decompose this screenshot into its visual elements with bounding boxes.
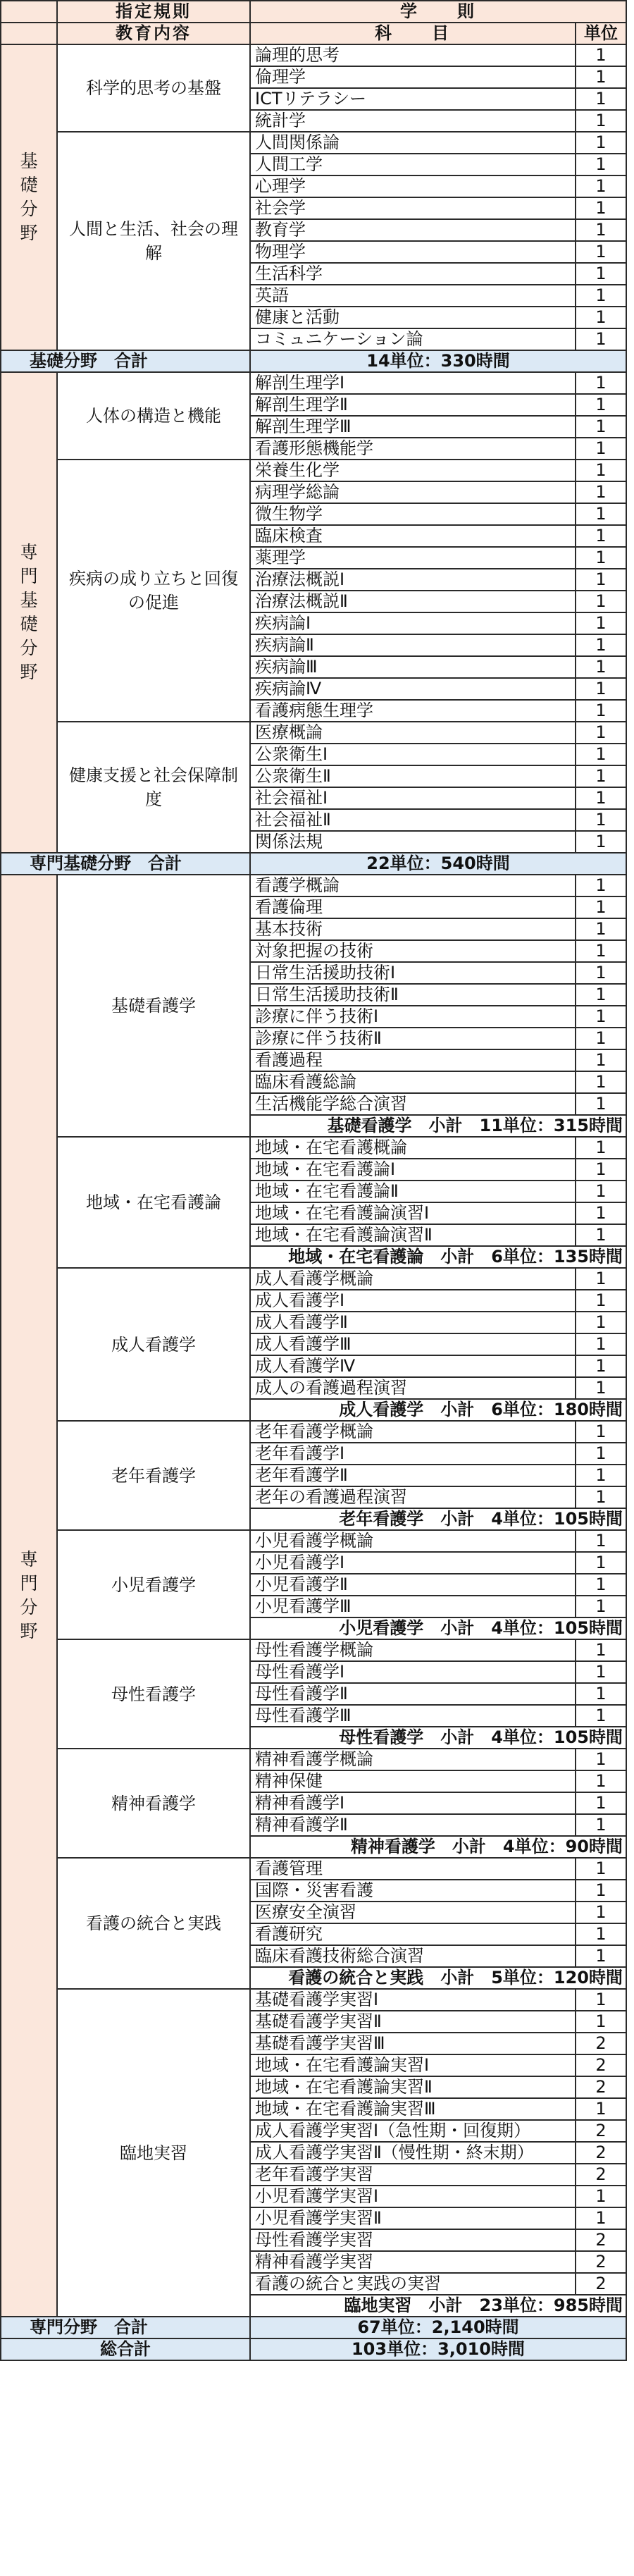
- unit-count: 1: [576, 1902, 626, 1923]
- subject-name: 臨床検査: [250, 525, 576, 547]
- subject-name: 医療概論: [250, 722, 576, 744]
- subject-name: 物理学: [250, 241, 576, 263]
- subject-name: 地域・在宅看護論実習Ⅲ: [250, 2098, 576, 2120]
- category-label: 健康支援と社会保障制度: [57, 722, 250, 853]
- subject-name: 老年看護学Ⅰ: [250, 1443, 576, 1465]
- subject-name: 日常生活援助技術Ⅰ: [250, 962, 576, 984]
- unit-count: 1: [576, 1312, 626, 1333]
- unit-count: 1: [576, 2098, 626, 2120]
- subject-name: 地域・在宅看護論Ⅰ: [250, 1159, 576, 1181]
- category-label: 科学的思考の基盤: [57, 44, 250, 132]
- subtotal-text: 看護の統合と実践 小計 5単位：120時間: [250, 1967, 626, 1989]
- field-name: 専門基礎分野: [20, 542, 38, 682]
- subject-name: 母性看護学Ⅱ: [250, 1683, 576, 1705]
- subject-name: 公衆衛生Ⅰ: [250, 744, 576, 765]
- unit-count: 1: [576, 1880, 626, 1902]
- field-label: [1, 372, 57, 853]
- subject-name: 治療法概説Ⅱ: [250, 591, 576, 612]
- unit-count: 1: [576, 1858, 626, 1880]
- subject-row: [1, 132, 626, 154]
- unit-count: 1: [576, 66, 626, 88]
- category-label: 人間と生活、社会の理解: [57, 132, 250, 350]
- subject-name: 治療法概説Ⅰ: [250, 569, 576, 591]
- subject-name: 成人看護学実習Ⅰ（急性期・回復期）: [250, 2120, 576, 2142]
- subject-name: 教育学: [250, 219, 576, 241]
- subject-name: ICTリテラシー: [250, 88, 576, 110]
- unit-count: 1: [576, 1093, 626, 1115]
- subject-name: 心理学: [250, 175, 576, 197]
- category-label: 老年看護学: [57, 1421, 250, 1530]
- subject-name: 基礎看護学実習Ⅱ: [250, 2011, 576, 2033]
- header-row-1: [1, 1, 626, 23]
- field-label: [1, 875, 57, 2317]
- category-label: 母性看護学: [57, 1639, 250, 1749]
- subject-row: [1, 1530, 626, 1552]
- unit-count: 1: [576, 1443, 626, 1465]
- subject-row: [1, 1137, 626, 1159]
- subject-name: 老年看護学実習: [250, 2164, 576, 2186]
- unit-count: 1: [576, 634, 626, 656]
- subject-name: 解剖生理学Ⅰ: [250, 372, 576, 394]
- subject-name: 臨床看護総論: [250, 1071, 576, 1093]
- subject-name: 基礎看護学実習Ⅲ: [250, 2033, 576, 2054]
- unit-count: 1: [576, 154, 626, 175]
- unit-count: 1: [576, 722, 626, 744]
- unit-count: 1: [576, 88, 626, 110]
- unit-count: 1: [576, 547, 626, 569]
- field-label: [1, 44, 57, 350]
- subject-name: 小児看護学Ⅰ: [250, 1552, 576, 1574]
- subject-name: 看護研究: [250, 1923, 576, 1945]
- unit-count: 1: [576, 1639, 626, 1661]
- subject-name: 論理的思考: [250, 44, 576, 66]
- unit-count: 1: [576, 831, 626, 853]
- subject-name: 健康と活動: [250, 307, 576, 328]
- unit-count: 2: [576, 2120, 626, 2142]
- unit-count: 1: [576, 940, 626, 962]
- unit-count: 1: [576, 1574, 626, 1596]
- subject-name: 成人看護学概論: [250, 1268, 576, 1290]
- subject-name: 英語: [250, 285, 576, 307]
- unit-count: 1: [576, 1486, 626, 1508]
- header-education-content: 教育内容: [57, 23, 250, 44]
- unit-count: 1: [576, 1661, 626, 1683]
- subject-name: 社会福祉Ⅰ: [250, 787, 576, 809]
- field-total-value: 22単位：540時間: [250, 853, 626, 875]
- subject-name: 看護管理: [250, 1858, 576, 1880]
- category-label: 基礎看護学: [57, 875, 250, 1137]
- subject-row: [1, 1989, 626, 2011]
- field-total-row: [1, 853, 626, 875]
- subject-row: [1, 1268, 626, 1290]
- subject-row: [1, 875, 626, 896]
- subject-name: 母性看護学実習: [250, 2229, 576, 2251]
- unit-count: 1: [576, 285, 626, 307]
- subject-name: 診療に伴う技術Ⅰ: [250, 1006, 576, 1028]
- subject-name: 小児看護学Ⅱ: [250, 1574, 576, 1596]
- subtotal-text: 成人看護学 小計 6単位：180時間: [250, 1399, 626, 1421]
- category-label: 看護の統合と実践: [57, 1858, 250, 1989]
- subject-name: 小児看護学実習Ⅱ: [250, 2207, 576, 2229]
- header-designated-rules: 指定規則: [57, 1, 250, 23]
- category-label: 成人看護学: [57, 1268, 250, 1421]
- subject-name: 看護病態生理学: [250, 700, 576, 722]
- subject-name: 成人看護学Ⅳ: [250, 1355, 576, 1377]
- unit-count: 1: [576, 1923, 626, 1945]
- subject-name: 病理学総論: [250, 481, 576, 503]
- subtotal-text: 小児看護学 小計 4単位：105時間: [250, 1617, 626, 1639]
- unit-count: 1: [576, 1333, 626, 1355]
- subject-name: 看護の統合と実践の実習: [250, 2273, 576, 2295]
- subject-name: 成人看護学Ⅰ: [250, 1290, 576, 1312]
- unit-count: 1: [576, 1792, 626, 1814]
- unit-count: 1: [576, 1377, 626, 1399]
- unit-count: 1: [576, 678, 626, 700]
- unit-count: 1: [576, 438, 626, 460]
- unit-count: 1: [576, 1224, 626, 1246]
- unit-count: 1: [576, 765, 626, 787]
- field-name: 基礎分野: [20, 151, 38, 243]
- subject-name: 疾病論Ⅳ: [250, 678, 576, 700]
- subject-name: 地域・在宅看護論実習Ⅱ: [250, 2076, 576, 2098]
- unit-count: 1: [576, 1137, 626, 1159]
- unit-count: 1: [576, 110, 626, 132]
- subject-name: 日常生活援助技術Ⅱ: [250, 984, 576, 1006]
- unit-count: 1: [576, 263, 626, 285]
- header-units: 単位: [576, 23, 626, 44]
- subject-name: 精神看護学実習: [250, 2251, 576, 2273]
- subject-name: 基礎看護学実習Ⅰ: [250, 1989, 576, 2011]
- field-name: 専門分野: [20, 1549, 38, 1641]
- subject-name: 成人看護学Ⅱ: [250, 1312, 576, 1333]
- unit-count: 2: [576, 2273, 626, 2295]
- unit-count: 1: [576, 1945, 626, 1967]
- subject-name: 栄養生化学: [250, 460, 576, 481]
- unit-count: 1: [576, 918, 626, 940]
- unit-count: 1: [576, 394, 626, 416]
- subject-name: 社会学: [250, 197, 576, 219]
- subject-name: 基本技術: [250, 918, 576, 940]
- unit-count: 1: [576, 175, 626, 197]
- unit-count: 1: [576, 197, 626, 219]
- unit-count: 1: [576, 481, 626, 503]
- unit-count: 1: [576, 612, 626, 634]
- unit-count: 1: [576, 1028, 626, 1049]
- unit-count: 2: [576, 2142, 626, 2164]
- subject-name: 臨床看護技術総合演習: [250, 1945, 576, 1967]
- subtotal-text: 老年看護学 小計 4単位：105時間: [250, 1508, 626, 1530]
- subject-name: 精神看護学Ⅱ: [250, 1814, 576, 1836]
- subject-row: [1, 460, 626, 481]
- unit-count: 1: [576, 132, 626, 154]
- header-blank-2: [1, 23, 57, 44]
- unit-count: 1: [576, 2207, 626, 2229]
- subtotal-text: 基礎看護学 小計 11単位：315時間: [250, 1115, 626, 1137]
- subtotal-text: 地域・在宅看護論 小計 6単位：135時間: [250, 1246, 626, 1268]
- subject-name: 地域・在宅看護論演習Ⅱ: [250, 1224, 576, 1246]
- unit-count: 1: [576, 1159, 626, 1181]
- unit-count: 1: [576, 2011, 626, 2033]
- unit-count: 1: [576, 1355, 626, 1377]
- category-label: 地域・在宅看護論: [57, 1137, 250, 1268]
- subject-name: 小児看護学Ⅲ: [250, 1596, 576, 1617]
- unit-count: 1: [576, 1749, 626, 1770]
- subject-name: 生活機能学総合演習: [250, 1093, 576, 1115]
- subject-name: 小児看護学概論: [250, 1530, 576, 1552]
- unit-count: 1: [576, 1814, 626, 1836]
- subject-name: 看護形態機能学: [250, 438, 576, 460]
- unit-count: 1: [576, 984, 626, 1006]
- subject-name: 地域・在宅看護概論: [250, 1137, 576, 1159]
- field-total-row: [1, 2317, 626, 2338]
- subject-name: 地域・在宅看護論Ⅱ: [250, 1181, 576, 1202]
- subject-name: 地域・在宅看護論実習Ⅰ: [250, 2054, 576, 2076]
- unit-count: 1: [576, 1268, 626, 1290]
- unit-count: 1: [576, 1202, 626, 1224]
- subject-name: 精神看護学Ⅰ: [250, 1792, 576, 1814]
- unit-count: 1: [576, 1290, 626, 1312]
- field-total-value: 14単位：330時間: [250, 350, 626, 372]
- subject-name: 母性看護学概論: [250, 1639, 576, 1661]
- unit-count: 1: [576, 307, 626, 328]
- unit-count: 1: [576, 1006, 626, 1028]
- subject-name: 母性看護学Ⅰ: [250, 1661, 576, 1683]
- subject-name: 老年の看護過程演習: [250, 1486, 576, 1508]
- unit-count: 1: [576, 1530, 626, 1552]
- subject-name: 精神看護学概論: [250, 1749, 576, 1770]
- subject-name: 公衆衛生Ⅱ: [250, 765, 576, 787]
- unit-count: 1: [576, 744, 626, 765]
- subject-row: [1, 1639, 626, 1661]
- field-total-label: 基礎分野 合計: [1, 350, 250, 372]
- unit-count: 1: [576, 700, 626, 722]
- subject-name: 人間関係論: [250, 132, 576, 154]
- subject-row: [1, 44, 626, 66]
- subject-name: 国際・災害看護: [250, 1880, 576, 1902]
- unit-count: 1: [576, 1071, 626, 1093]
- unit-count: 1: [576, 809, 626, 831]
- field-total-value: 67単位：2,140時間: [250, 2317, 626, 2338]
- subject-row: [1, 1421, 626, 1443]
- category-label: 臨地実習: [57, 1989, 250, 2317]
- unit-count: 1: [576, 1552, 626, 1574]
- unit-count: 1: [576, 656, 626, 678]
- unit-count: 1: [576, 962, 626, 984]
- subject-name: 倫理学: [250, 66, 576, 88]
- unit-count: 1: [576, 2186, 626, 2207]
- subtotal-text: 母性看護学 小計 4単位：105時間: [250, 1727, 626, 1749]
- unit-count: 1: [576, 1181, 626, 1202]
- unit-count: 1: [576, 787, 626, 809]
- subject-name: 社会福祉Ⅱ: [250, 809, 576, 831]
- subject-name: 微生物学: [250, 503, 576, 525]
- unit-count: 2: [576, 2251, 626, 2273]
- unit-count: 1: [576, 569, 626, 591]
- unit-count: 1: [576, 1705, 626, 1727]
- subject-row: [1, 1858, 626, 1880]
- subject-name: コミュニケーション論: [250, 328, 576, 350]
- unit-count: 2: [576, 2164, 626, 2186]
- subject-name: 母性看護学Ⅲ: [250, 1705, 576, 1727]
- unit-count: 1: [576, 1770, 626, 1792]
- subject-name: 生活科学: [250, 263, 576, 285]
- header-subject: 科 目: [250, 23, 576, 44]
- category-label: 精神看護学: [57, 1749, 250, 1858]
- unit-count: 1: [576, 503, 626, 525]
- subject-name: 看護倫理: [250, 896, 576, 918]
- unit-count: 1: [576, 525, 626, 547]
- subject-name: 診療に伴う技術Ⅱ: [250, 1028, 576, 1049]
- unit-count: 1: [576, 328, 626, 350]
- header-school-rules: 学 則: [250, 1, 626, 23]
- grand-total-value: 103単位：3,010時間: [250, 2338, 626, 2360]
- unit-count: 1: [576, 1989, 626, 2011]
- subject-name: 対象把握の技術: [250, 940, 576, 962]
- grand-total-row: [1, 2338, 626, 2360]
- unit-count: 1: [576, 1421, 626, 1443]
- subject-name: 薬理学: [250, 547, 576, 569]
- unit-count: 1: [576, 896, 626, 918]
- subject-name: 看護過程: [250, 1049, 576, 1071]
- subject-name: 人間工学: [250, 154, 576, 175]
- unit-count: 1: [576, 219, 626, 241]
- unit-count: 2: [576, 2033, 626, 2054]
- subject-name: 精神保健: [250, 1770, 576, 1792]
- unit-count: 1: [576, 241, 626, 263]
- unit-count: 1: [576, 1596, 626, 1617]
- subject-name: 小児看護学実習Ⅰ: [250, 2186, 576, 2207]
- header-row-2: [1, 23, 626, 44]
- category-label: 小児看護学: [57, 1530, 250, 1639]
- subject-row: [1, 722, 626, 744]
- subject-name: 疾病論Ⅲ: [250, 656, 576, 678]
- subject-name: 解剖生理学Ⅲ: [250, 416, 576, 438]
- subject-name: 疾病論Ⅱ: [250, 634, 576, 656]
- subject-name: 看護学概論: [250, 875, 576, 896]
- unit-count: 1: [576, 591, 626, 612]
- unit-count: 1: [576, 44, 626, 66]
- subject-name: 成人看護学実習Ⅱ（慢性期・終末期）: [250, 2142, 576, 2164]
- curriculum-body: [1, 1, 626, 2360]
- field-total-row: [1, 350, 626, 372]
- subject-name: 成人の看護過程演習: [250, 1377, 576, 1399]
- unit-count: 2: [576, 2076, 626, 2098]
- subject-name: 統計学: [250, 110, 576, 132]
- subject-name: 関係法規: [250, 831, 576, 853]
- unit-count: 1: [576, 1049, 626, 1071]
- subject-row: [1, 1749, 626, 1770]
- unit-count: 1: [576, 875, 626, 896]
- unit-count: 1: [576, 460, 626, 481]
- subject-name: 医療安全演習: [250, 1902, 576, 1923]
- subject-name: 老年看護学概論: [250, 1421, 576, 1443]
- subject-row: [1, 372, 626, 394]
- category-label: 人体の構造と機能: [57, 372, 250, 460]
- field-total-label: 専門基礎分野 合計: [1, 853, 250, 875]
- subject-name: 成人看護学Ⅲ: [250, 1333, 576, 1355]
- subject-name: 疾病論Ⅰ: [250, 612, 576, 634]
- grand-total-label: 総合計: [1, 2338, 250, 2360]
- subtotal-text: 精神看護学 小計 4単位：90時間: [250, 1836, 626, 1858]
- field-total-label: 専門分野 合計: [1, 2317, 250, 2338]
- category-label: 疾病の成り立ちと回復の促進: [57, 460, 250, 722]
- unit-count: 2: [576, 2229, 626, 2251]
- subject-name: 地域・在宅看護論演習Ⅰ: [250, 1202, 576, 1224]
- unit-count: 1: [576, 1683, 626, 1705]
- subject-name: 解剖生理学Ⅱ: [250, 394, 576, 416]
- subtotal-text: 臨地実習 小計 23単位：985時間: [250, 2295, 626, 2317]
- unit-count: 1: [576, 416, 626, 438]
- unit-count: 2: [576, 2054, 626, 2076]
- header-blank: [1, 1, 57, 23]
- unit-count: 1: [576, 1465, 626, 1486]
- unit-count: 1: [576, 372, 626, 394]
- subject-name: 老年看護学Ⅱ: [250, 1465, 576, 1486]
